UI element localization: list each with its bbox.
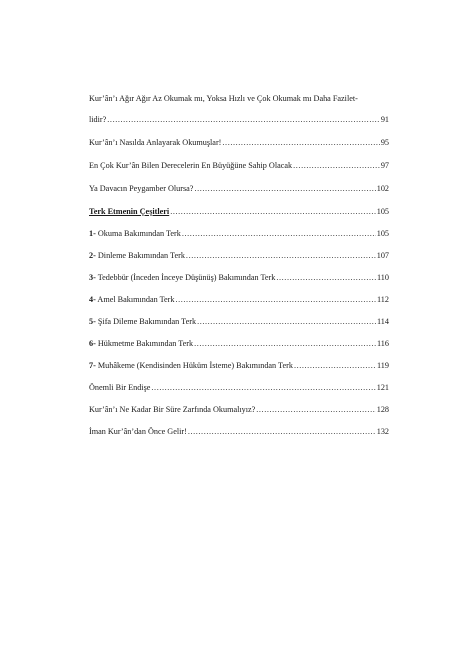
toc-page-number: 132 [376, 427, 389, 436]
toc-page-number: 91 [380, 115, 389, 124]
toc-page-number: 128 [376, 405, 389, 414]
table-of-contents [89, 93, 389, 437]
toc-entry-7 [89, 250, 389, 261]
leader-dots [186, 250, 376, 261]
toc-page-number: 114 [377, 317, 389, 326]
leader-dots [194, 183, 375, 194]
toc-entry-3 [89, 160, 389, 171]
leader-dots [256, 404, 375, 415]
leader-dots [276, 272, 376, 283]
leader-dots [151, 382, 375, 393]
toc-entry-title: Dinleme Bakımından Terk [95, 251, 185, 260]
leader-dots [170, 206, 376, 217]
toc-page-number: 105 [376, 207, 389, 216]
toc-entry-12 [89, 360, 389, 371]
leader-dots [182, 228, 376, 239]
toc-section-heading [89, 206, 389, 217]
toc-page-number: 121 [376, 383, 389, 392]
toc-entry-number: 2- [89, 251, 96, 260]
toc-entry-title: Muhâkeme (Kendisinden Hüküm İsteme) Bakımından Terk [95, 361, 293, 370]
toc-page-number: 119 [377, 361, 389, 370]
toc-entry-title: Şifa Dileme Bakımından Terk [95, 317, 197, 326]
toc-entry-title: Ya Davacın Peygamber Olursa? [89, 184, 194, 193]
toc-entry-8 [89, 272, 389, 283]
leader-dots [197, 316, 376, 327]
toc-entry-15 [89, 426, 389, 437]
toc-page-number: 105 [376, 229, 389, 238]
toc-page-number: 110 [377, 273, 389, 282]
toc-entry-title: lidir? [89, 115, 107, 124]
toc-entry-title: Kur’ân’ı Ne Kadar Bir Süre Zarfında Okumalıyız? [89, 405, 256, 414]
toc-entry-10 [89, 316, 389, 327]
toc-entry-title: Tedebbür (İnceden İnceye Düşünüş) Bakımından Terk [95, 273, 276, 282]
leader-dots [294, 360, 376, 371]
toc-entry-6 [89, 228, 389, 239]
toc-page-number: 95 [380, 138, 389, 147]
leader-dots [175, 294, 376, 305]
toc-entry-title: Okuma Bakımından Terk [95, 229, 181, 238]
toc-entry-title: Amel Bakımından Terk [95, 295, 175, 304]
leader-dots [222, 137, 379, 148]
toc-page-number: 97 [380, 161, 389, 170]
leader-dots [293, 160, 380, 171]
toc-entry-13 [89, 382, 389, 393]
toc-entry-number: 4- [89, 295, 96, 304]
leader-dots [194, 338, 376, 349]
toc-entry-title: Kur’ân’ı Nasılda Anlayarak Okumuşlar! [89, 138, 222, 147]
toc-entry-number: 6- [89, 339, 96, 348]
toc-entry-number: 1- [89, 229, 96, 238]
toc-page-number: 107 [376, 251, 389, 260]
toc-entry-title-line1: Kur’ân’ı Ağır Ağır Az Okumak mı, Yoksa Hızlı ve Çok Okumak mı Daha Fazilet- [89, 94, 358, 103]
toc-entry-title: En Çok Kur’ân Bilen Derecelerin En Büyüğüne Sahip Olacak [89, 161, 293, 170]
toc-page-number: 112 [377, 295, 389, 304]
toc-entry-1 [89, 93, 389, 125]
toc-entry-14 [89, 404, 389, 415]
toc-entry-number: 5- [89, 317, 96, 326]
toc-entry-title: İman Kur’ân’dan Önce Gelir! [89, 427, 187, 436]
toc-entry-title: Hükmetme Bakımından Terk [95, 339, 194, 348]
toc-entry-title: Önemli Bir Endişe [89, 383, 151, 392]
toc-entry-9 [89, 294, 389, 305]
toc-entry-2 [89, 137, 389, 148]
toc-page-number: 102 [376, 184, 389, 193]
toc-entry-title: Terk Etmenin Çeşitleri [89, 207, 170, 216]
toc-entry-11 [89, 338, 389, 349]
toc-entry-number: 3- [89, 273, 96, 282]
toc-entry-4 [89, 183, 389, 194]
toc-page-number: 116 [377, 339, 389, 348]
leader-dots [188, 426, 376, 437]
leader-dots [107, 114, 380, 125]
toc-entry-number: 7- [89, 361, 96, 370]
